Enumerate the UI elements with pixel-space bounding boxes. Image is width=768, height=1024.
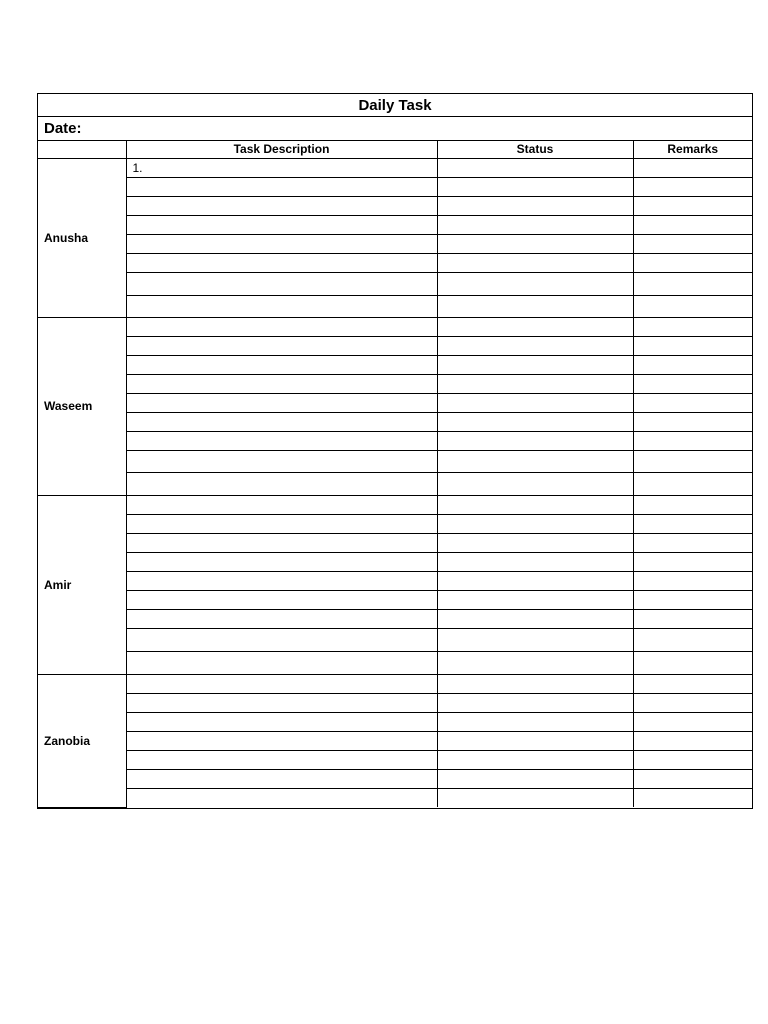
remarks-cell[interactable] [633, 412, 752, 431]
remarks-cell[interactable] [633, 355, 752, 374]
table-row [38, 533, 752, 552]
table-row [38, 590, 752, 609]
table-row [38, 788, 752, 807]
status-cell[interactable] [437, 272, 633, 295]
status-header: Status [437, 141, 633, 158]
task-cell[interactable] [126, 731, 437, 750]
status-cell[interactable] [437, 674, 633, 693]
remarks-cell[interactable] [633, 590, 752, 609]
status-cell[interactable] [437, 450, 633, 472]
status-cell[interactable] [437, 788, 633, 807]
status-cell[interactable] [437, 769, 633, 788]
status-cell[interactable] [437, 533, 633, 552]
table-row [38, 693, 752, 712]
status-cell[interactable] [437, 295, 633, 317]
status-cell[interactable] [437, 609, 633, 628]
remarks-cell[interactable] [633, 472, 752, 495]
remarks-cell[interactable] [633, 571, 752, 590]
table-row [38, 628, 752, 651]
task-cell[interactable] [126, 788, 437, 807]
person-name-anusha: Anusha [38, 158, 126, 317]
remarks-cell[interactable] [633, 431, 752, 450]
task-cell[interactable] [126, 234, 437, 253]
person-name-zanobia: Zanobia [38, 674, 126, 807]
remarks-cell[interactable] [633, 628, 752, 651]
table-row [38, 731, 752, 750]
daily-task-sheet [37, 93, 753, 809]
task-cell[interactable] [126, 533, 437, 552]
name-column-header [38, 141, 126, 158]
status-cell[interactable] [437, 750, 633, 769]
remarks-cell[interactable] [633, 215, 752, 234]
sheet-title: Daily Task [38, 94, 752, 117]
table-row [38, 571, 752, 590]
table-row [38, 412, 752, 431]
status-cell[interactable] [437, 651, 633, 674]
remarks-cell[interactable] [633, 788, 752, 807]
remarks-cell[interactable] [633, 177, 752, 196]
date-field[interactable]: Date: [38, 117, 752, 141]
remarks-cell[interactable] [633, 750, 752, 769]
person-name-waseem: Waseem [38, 317, 126, 495]
status-cell[interactable] [437, 393, 633, 412]
table-row [38, 158, 752, 177]
remarks-cell[interactable] [633, 295, 752, 317]
remarks-cell[interactable] [633, 253, 752, 272]
remarks-cell[interactable] [633, 651, 752, 674]
task-cell[interactable] [126, 609, 437, 628]
remarks-cell[interactable] [633, 450, 752, 472]
remarks-cell[interactable] [633, 693, 752, 712]
status-cell[interactable] [437, 355, 633, 374]
table-row [38, 712, 752, 731]
remarks-cell[interactable] [633, 196, 752, 215]
status-cell[interactable] [437, 552, 633, 571]
table-row [38, 769, 752, 788]
task-cell[interactable] [126, 355, 437, 374]
task-cell[interactable] [126, 571, 437, 590]
status-cell[interactable] [437, 412, 633, 431]
task-cell[interactable] [126, 336, 437, 355]
task-cell[interactable] [126, 693, 437, 712]
task-table [38, 141, 752, 808]
status-cell[interactable] [437, 514, 633, 533]
task-cell[interactable] [126, 628, 437, 651]
remarks-cell[interactable] [633, 336, 752, 355]
task-cell[interactable] [126, 272, 437, 295]
task-cell[interactable] [126, 750, 437, 769]
status-cell[interactable] [437, 495, 633, 514]
remarks-cell[interactable] [633, 769, 752, 788]
table-row [38, 295, 752, 317]
table-row [38, 234, 752, 253]
task-cell[interactable] [126, 253, 437, 272]
table-row [38, 355, 752, 374]
header-row [38, 141, 752, 158]
task-cell[interactable] [126, 450, 437, 472]
remarks-cell[interactable] [633, 731, 752, 750]
remarks-cell[interactable] [633, 495, 752, 514]
task-cell[interactable] [126, 393, 437, 412]
remarks-cell[interactable] [633, 712, 752, 731]
task-cell[interactable] [126, 317, 437, 336]
table-row [38, 495, 752, 514]
status-cell[interactable] [437, 158, 633, 177]
table-row [38, 253, 752, 272]
table-row [38, 472, 752, 495]
table-row [38, 336, 752, 355]
task-cell[interactable] [126, 712, 437, 731]
status-cell[interactable] [437, 712, 633, 731]
table-row [38, 374, 752, 393]
task-cell[interactable] [126, 472, 437, 495]
task-cell[interactable]: 1. [126, 158, 437, 177]
remarks-cell[interactable] [633, 393, 752, 412]
table-row [38, 196, 752, 215]
task-cell[interactable] [126, 769, 437, 788]
remarks-cell[interactable] [633, 533, 752, 552]
status-cell[interactable] [437, 317, 633, 336]
task-cell[interactable] [126, 590, 437, 609]
task-cell[interactable] [126, 674, 437, 693]
status-cell[interactable] [437, 628, 633, 651]
table-row [38, 552, 752, 571]
status-cell[interactable] [437, 177, 633, 196]
table-row [38, 651, 752, 674]
table-row [38, 177, 752, 196]
remarks-header: Remarks [633, 141, 752, 158]
table-row [38, 609, 752, 628]
task-cell[interactable] [126, 412, 437, 431]
status-cell[interactable] [437, 234, 633, 253]
task-cell[interactable] [126, 552, 437, 571]
table-row [38, 450, 752, 472]
status-cell[interactable] [437, 472, 633, 495]
remarks-cell[interactable] [633, 674, 752, 693]
status-cell[interactable] [437, 571, 633, 590]
task-cell[interactable] [126, 295, 437, 317]
remarks-cell[interactable] [633, 158, 752, 177]
status-cell[interactable] [437, 196, 633, 215]
table-row [38, 215, 752, 234]
task-cell[interactable] [126, 215, 437, 234]
remarks-cell[interactable] [633, 272, 752, 295]
status-cell[interactable] [437, 431, 633, 450]
task-cell[interactable] [126, 196, 437, 215]
remarks-cell[interactable] [633, 552, 752, 571]
status-cell[interactable] [437, 590, 633, 609]
remarks-cell[interactable] [633, 609, 752, 628]
table-row [38, 431, 752, 450]
table-row [38, 317, 752, 336]
remarks-cell[interactable] [633, 317, 752, 336]
remarks-cell[interactable] [633, 234, 752, 253]
task-cell[interactable] [126, 495, 437, 514]
table-row [38, 674, 752, 693]
task-description-header: Task Description [126, 141, 437, 158]
table-row [38, 393, 752, 412]
task-cell[interactable] [126, 177, 437, 196]
table-row [38, 750, 752, 769]
task-cell[interactable] [126, 651, 437, 674]
table-row [38, 514, 752, 533]
remarks-cell[interactable] [633, 514, 752, 533]
status-cell[interactable] [437, 731, 633, 750]
status-cell[interactable] [437, 374, 633, 393]
table-row [38, 272, 752, 295]
remarks-cell[interactable] [633, 374, 752, 393]
task-cell[interactable] [126, 374, 437, 393]
task-cell[interactable] [126, 431, 437, 450]
status-cell[interactable] [437, 253, 633, 272]
status-cell[interactable] [437, 693, 633, 712]
person-name-amir: Amir [38, 495, 126, 674]
status-cell[interactable] [437, 215, 633, 234]
status-cell[interactable] [437, 336, 633, 355]
task-cell[interactable] [126, 514, 437, 533]
